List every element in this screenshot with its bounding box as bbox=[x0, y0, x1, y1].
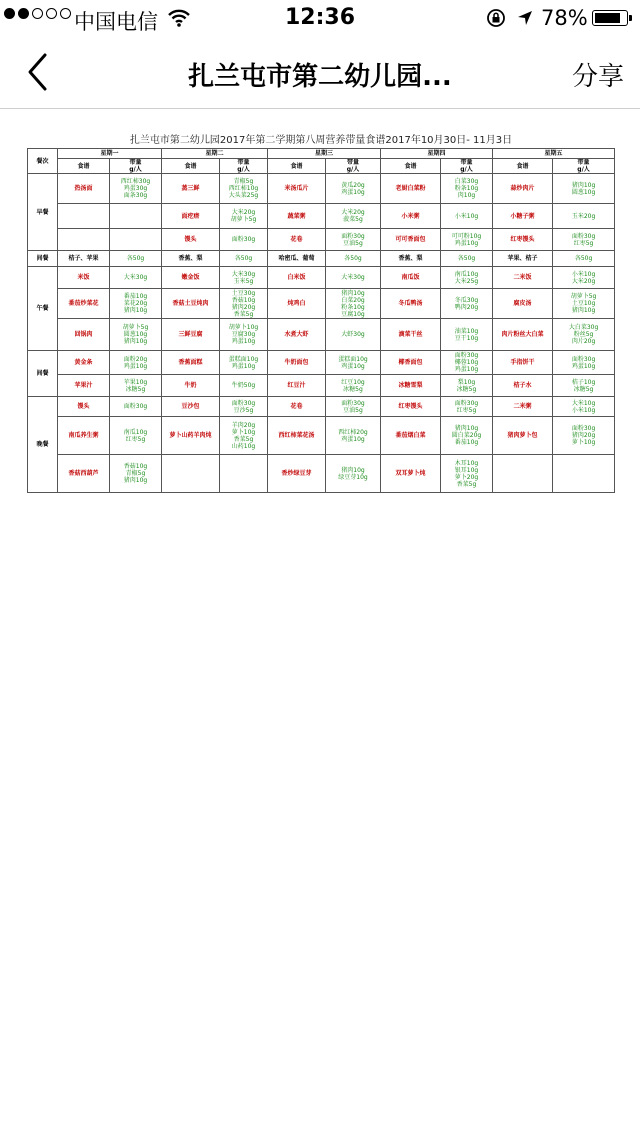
dish-cell: 豆沙包 bbox=[162, 397, 220, 417]
menu-row bbox=[28, 375, 615, 397]
dish-cell: 面疙瘩 bbox=[162, 204, 220, 229]
amount-cell: 面粉30g 椰蓉10g 鸡蛋10g bbox=[441, 351, 493, 375]
amount-cell: 大米10g 小米10g bbox=[553, 397, 615, 417]
amount-cell: 面粉30g 猪肉20g 萝卜10g bbox=[553, 417, 615, 455]
dish-cell: 红枣馒头 bbox=[493, 229, 553, 251]
dish-cell: 西红柿菜花汤 bbox=[268, 417, 326, 455]
amount-cell: 面粉20g 鸡蛋10g bbox=[110, 351, 162, 375]
amount-cell: 面粉30g 红枣5g bbox=[441, 397, 493, 417]
dish-cell: 苹果、桔子 bbox=[493, 251, 553, 267]
amount-cell: 蛋糕面10g 鸡蛋10g bbox=[326, 351, 381, 375]
recipe-header: 食谱 bbox=[268, 159, 326, 174]
amount-label: 带量 bbox=[346, 159, 359, 166]
dish-cell: 番茄烟白菜 bbox=[381, 417, 441, 455]
amount-cell: 大米30g bbox=[110, 267, 162, 289]
amount-cell: 面粉30g 豆油5g bbox=[326, 229, 381, 251]
dish-cell: 香蕉、梨 bbox=[162, 251, 220, 267]
day-header: 星期二 bbox=[162, 149, 268, 159]
amount-cell: 大米30g 玉米5g bbox=[220, 267, 268, 289]
amount-cell: 桔子10g 冰糖5g bbox=[553, 375, 615, 397]
menu-row bbox=[28, 251, 615, 267]
clock: 12:36 bbox=[284, 5, 356, 30]
dish-cell: 回锅肉 bbox=[58, 319, 110, 351]
dish-cell: 南瓜养生粥 bbox=[58, 417, 110, 455]
dish-cell: 二米粥 bbox=[493, 397, 553, 417]
dish-cell bbox=[162, 455, 220, 493]
day-header: 星期五 bbox=[493, 149, 615, 159]
menu-row bbox=[28, 351, 615, 375]
dish-cell: 香菇西葫芦 bbox=[58, 455, 110, 493]
dish-cell: 手指饼干 bbox=[493, 351, 553, 375]
menu-row bbox=[28, 417, 615, 455]
dish-cell: 二米饭 bbox=[493, 267, 553, 289]
dish-cell: 馒头 bbox=[162, 229, 220, 251]
amount-cell: 各50g bbox=[441, 251, 493, 267]
dish-cell: 苹果汁 bbox=[58, 375, 110, 397]
meal-label: 间餐 bbox=[28, 351, 58, 397]
dish-cell: 嫩金饭 bbox=[162, 267, 220, 289]
amount-cell: 梨10g 冰糖5g bbox=[441, 375, 493, 397]
amount-cell: 面粉30g 豆油5g bbox=[326, 397, 381, 417]
status-bar bbox=[0, 0, 640, 36]
amount-cell: 面粉30g bbox=[220, 229, 268, 251]
dish-cell: 蔬菜粥 bbox=[268, 204, 326, 229]
recipe-header: 食谱 bbox=[381, 159, 441, 174]
amount-header bbox=[110, 159, 162, 174]
amount-cell: 面粉30g 豆沙5g bbox=[220, 397, 268, 417]
dish-cell: 花卷 bbox=[268, 229, 326, 251]
amount-cell: 木耳10g 银耳10g 萝卜20g 香菜5g bbox=[441, 455, 493, 493]
dish-cell: 三鲜豆腐 bbox=[162, 319, 220, 351]
menu-row bbox=[28, 455, 615, 493]
amount-cell: 牛奶50g bbox=[220, 375, 268, 397]
dish-cell: 肉片粉丝大白菜 bbox=[493, 319, 553, 351]
amount-cell: 面粉30g 鸡蛋10g bbox=[553, 351, 615, 375]
amount-header bbox=[553, 159, 615, 174]
amount-cell: 大米20g 胡萝卜5g bbox=[220, 204, 268, 229]
amount-header bbox=[326, 159, 381, 174]
menu-row bbox=[28, 267, 615, 289]
unit-label: g/人 bbox=[129, 166, 142, 173]
unit-label: g/人 bbox=[577, 166, 590, 173]
dish-cell: 可可香面包 bbox=[381, 229, 441, 251]
dish-cell: 滴菜干丝 bbox=[381, 319, 441, 351]
amount-header bbox=[220, 159, 268, 174]
amount-cell: 大米20g 菠菜5g bbox=[326, 204, 381, 229]
menu-row bbox=[28, 319, 615, 351]
rotation-lock-icon bbox=[486, 8, 506, 33]
dish-cell: 红枣馒头 bbox=[381, 397, 441, 417]
dish-cell: 蒜炒肉片 bbox=[493, 174, 553, 204]
menu-row bbox=[28, 229, 615, 251]
amount-cell: 各50g bbox=[110, 251, 162, 267]
dish-cell: 热汤面 bbox=[58, 174, 110, 204]
page-title: 扎兰屯市第二幼儿园... bbox=[188, 62, 452, 92]
amount-cell: 小米10g 大米20g bbox=[553, 267, 615, 289]
amount-cell: 大白菜30g 粉丝5g 肉片20g bbox=[553, 319, 615, 351]
dish-cell: 香菇土豆炖肉 bbox=[162, 289, 220, 319]
amount-cell: 南瓜10g 红枣5g bbox=[110, 417, 162, 455]
dish-cell bbox=[493, 455, 553, 493]
amount-cell: 各50g bbox=[220, 251, 268, 267]
dish-cell: 米饭 bbox=[58, 267, 110, 289]
amount-cell bbox=[220, 455, 268, 493]
dish-cell: 冬瓜鸭汤 bbox=[381, 289, 441, 319]
menu-document-image bbox=[27, 132, 614, 530]
recipe-header: 食谱 bbox=[58, 159, 110, 174]
menu-row bbox=[28, 289, 615, 319]
amount-cell: 大虾30g bbox=[326, 319, 381, 351]
dish-cell: 双耳萝卜炖 bbox=[381, 455, 441, 493]
meal-label: 间餐 bbox=[28, 251, 58, 267]
amount-label: 带量 bbox=[129, 159, 142, 166]
menu-row bbox=[28, 397, 615, 417]
meal-label: 晚餐 bbox=[28, 397, 58, 493]
meal-header: 餐次 bbox=[28, 149, 58, 174]
amount-cell: 青椒5g 西红柿10g 大头菜25g bbox=[220, 174, 268, 204]
dish-cell: 萝卜山药羊肉炖 bbox=[162, 417, 220, 455]
dish-cell: 桔子水 bbox=[493, 375, 553, 397]
amount-cell: 猪肉10g 圆葱10g bbox=[553, 174, 615, 204]
dish-cell bbox=[58, 229, 110, 251]
amount-cell: 羊肉20g 萝卜10g 香菜5g 山药10g bbox=[220, 417, 268, 455]
amount-cell: 西红柿20g 鸡蛋10g bbox=[326, 417, 381, 455]
amount-header bbox=[441, 159, 493, 174]
location-arrow-icon bbox=[516, 8, 534, 32]
amount-cell: 番茄10g 菜花20g 猪肉10g bbox=[110, 289, 162, 319]
recipe-header: 食谱 bbox=[162, 159, 220, 174]
amount-cell: 胡萝卜5g 圆葱10g 猪肉10g bbox=[110, 319, 162, 351]
amount-label: 带量 bbox=[237, 159, 250, 166]
dish-cell: 腐皮汤 bbox=[493, 289, 553, 319]
amount-cell: 红豆10g 冰糖5g bbox=[326, 375, 381, 397]
carrier-name: 中国电信 bbox=[74, 10, 158, 34]
menu-row bbox=[28, 174, 615, 204]
menu-row bbox=[28, 204, 615, 229]
amount-cell: 大米30g bbox=[326, 267, 381, 289]
back-button[interactable] bbox=[20, 50, 64, 94]
dish-cell: 馒头 bbox=[58, 397, 110, 417]
amount-cell: 面粉30g 红枣5g bbox=[553, 229, 615, 251]
unit-label: g/人 bbox=[460, 166, 473, 173]
dish-cell: 蒸三鲜 bbox=[162, 174, 220, 204]
dish-cell: 红豆汁 bbox=[268, 375, 326, 397]
amount-cell: 小米10g bbox=[441, 204, 493, 229]
amount-cell: 猪肉10g 圆白菜20g 番茄10g bbox=[441, 417, 493, 455]
amount-cell: 胡萝卜10g 豆腐30g 鸡蛋10g bbox=[220, 319, 268, 351]
amount-cell: 猪肉10g 白菜20g 粉条10g 豆腐10g bbox=[326, 289, 381, 319]
dish-cell: 桔子、苹果 bbox=[58, 251, 110, 267]
amount-cell: 西红柿30g 鸡蛋30g 面条30g bbox=[110, 174, 162, 204]
day-header: 星期一 bbox=[58, 149, 162, 159]
dish-cell: 牛奶 bbox=[162, 375, 220, 397]
amount-cell bbox=[110, 229, 162, 251]
amount-cell: 各50g bbox=[326, 251, 381, 267]
unit-label: g/人 bbox=[237, 166, 250, 173]
dish-cell bbox=[58, 204, 110, 229]
amount-cell: 苹果10g 冰糖5g bbox=[110, 375, 162, 397]
amount-cell: 可可粉10g 鸡蛋10g bbox=[441, 229, 493, 251]
dish-cell: 香炒绿豆芽 bbox=[268, 455, 326, 493]
amount-cell: 蛋糕面10g 鸡蛋10g bbox=[220, 351, 268, 375]
dish-cell: 香蕉面糕 bbox=[162, 351, 220, 375]
dish-cell: 椰香面包 bbox=[381, 351, 441, 375]
amount-cell: 黄瓜20g 鸡蛋10g bbox=[326, 174, 381, 204]
dish-cell: 花卷 bbox=[268, 397, 326, 417]
dish-cell: 白米饭 bbox=[268, 267, 326, 289]
dish-cell: 冰糖雪梨 bbox=[381, 375, 441, 397]
amount-cell: 各50g bbox=[553, 251, 615, 267]
amount-cell: 南瓜10g 大米25g bbox=[441, 267, 493, 289]
amount-cell: 冬瓜30g 鸭肉20g bbox=[441, 289, 493, 319]
amount-cell: 白菜30g 粉条10g 肉10g bbox=[441, 174, 493, 204]
dish-cell: 猪肉萝卜包 bbox=[493, 417, 553, 455]
dish-cell: 香蕉、梨 bbox=[381, 251, 441, 267]
dish-cell: 牛奶面包 bbox=[268, 351, 326, 375]
meal-label: 早餐 bbox=[28, 174, 58, 251]
dish-cell: 哈密瓜、葡萄 bbox=[268, 251, 326, 267]
menu-table bbox=[27, 132, 615, 493]
amount-cell bbox=[553, 455, 615, 493]
amount-cell: 猪肉10g 绿豆芽10g bbox=[326, 455, 381, 493]
amount-cell bbox=[110, 204, 162, 229]
battery-percent: 78% bbox=[541, 6, 588, 30]
navigation-bar bbox=[0, 36, 640, 109]
recipe-header: 食谱 bbox=[493, 159, 553, 174]
dish-cell: 老厨白菜粉 bbox=[381, 174, 441, 204]
dish-cell: 水煮大虾 bbox=[268, 319, 326, 351]
amount-cell: 油菜10g 豆干10g bbox=[441, 319, 493, 351]
amount-cell: 面粉30g bbox=[110, 397, 162, 417]
share-button[interactable]: 分享 bbox=[571, 62, 624, 92]
dish-cell: 番茄炒菜花 bbox=[58, 289, 110, 319]
dish-cell: 南瓜饭 bbox=[381, 267, 441, 289]
dish-cell: 炖鸡白 bbox=[268, 289, 326, 319]
amount-cell: 胡萝卜5g 土豆10g 猪肉10g bbox=[553, 289, 615, 319]
dish-cell: 小米粥 bbox=[381, 204, 441, 229]
dish-cell: 米汤瓜片 bbox=[268, 174, 326, 204]
battery-icon bbox=[592, 10, 628, 26]
amount-cell: 玉米20g bbox=[553, 204, 615, 229]
menu-title: 扎兰屯市第二幼儿园2017年第二学期第八周营养带量食谱2017年10月30日- 11月3日 bbox=[129, 134, 513, 146]
chevron-left-icon bbox=[20, 50, 64, 94]
day-header: 星期三 bbox=[268, 149, 381, 159]
dish-cell: 黄金条 bbox=[58, 351, 110, 375]
day-header: 星期四 bbox=[381, 149, 493, 159]
amount-label: 带量 bbox=[577, 159, 590, 166]
meal-label: 午餐 bbox=[28, 267, 58, 351]
amount-cell: 香菇10g 青椒5g 猪肉10g bbox=[110, 455, 162, 493]
dish-cell: 小糖子粥 bbox=[493, 204, 553, 229]
amount-label: 带量 bbox=[460, 159, 473, 166]
unit-label: g/人 bbox=[346, 166, 360, 173]
amount-cell: 土豆30g 香菇10g 猪肉20g 香菜5g bbox=[220, 289, 268, 319]
